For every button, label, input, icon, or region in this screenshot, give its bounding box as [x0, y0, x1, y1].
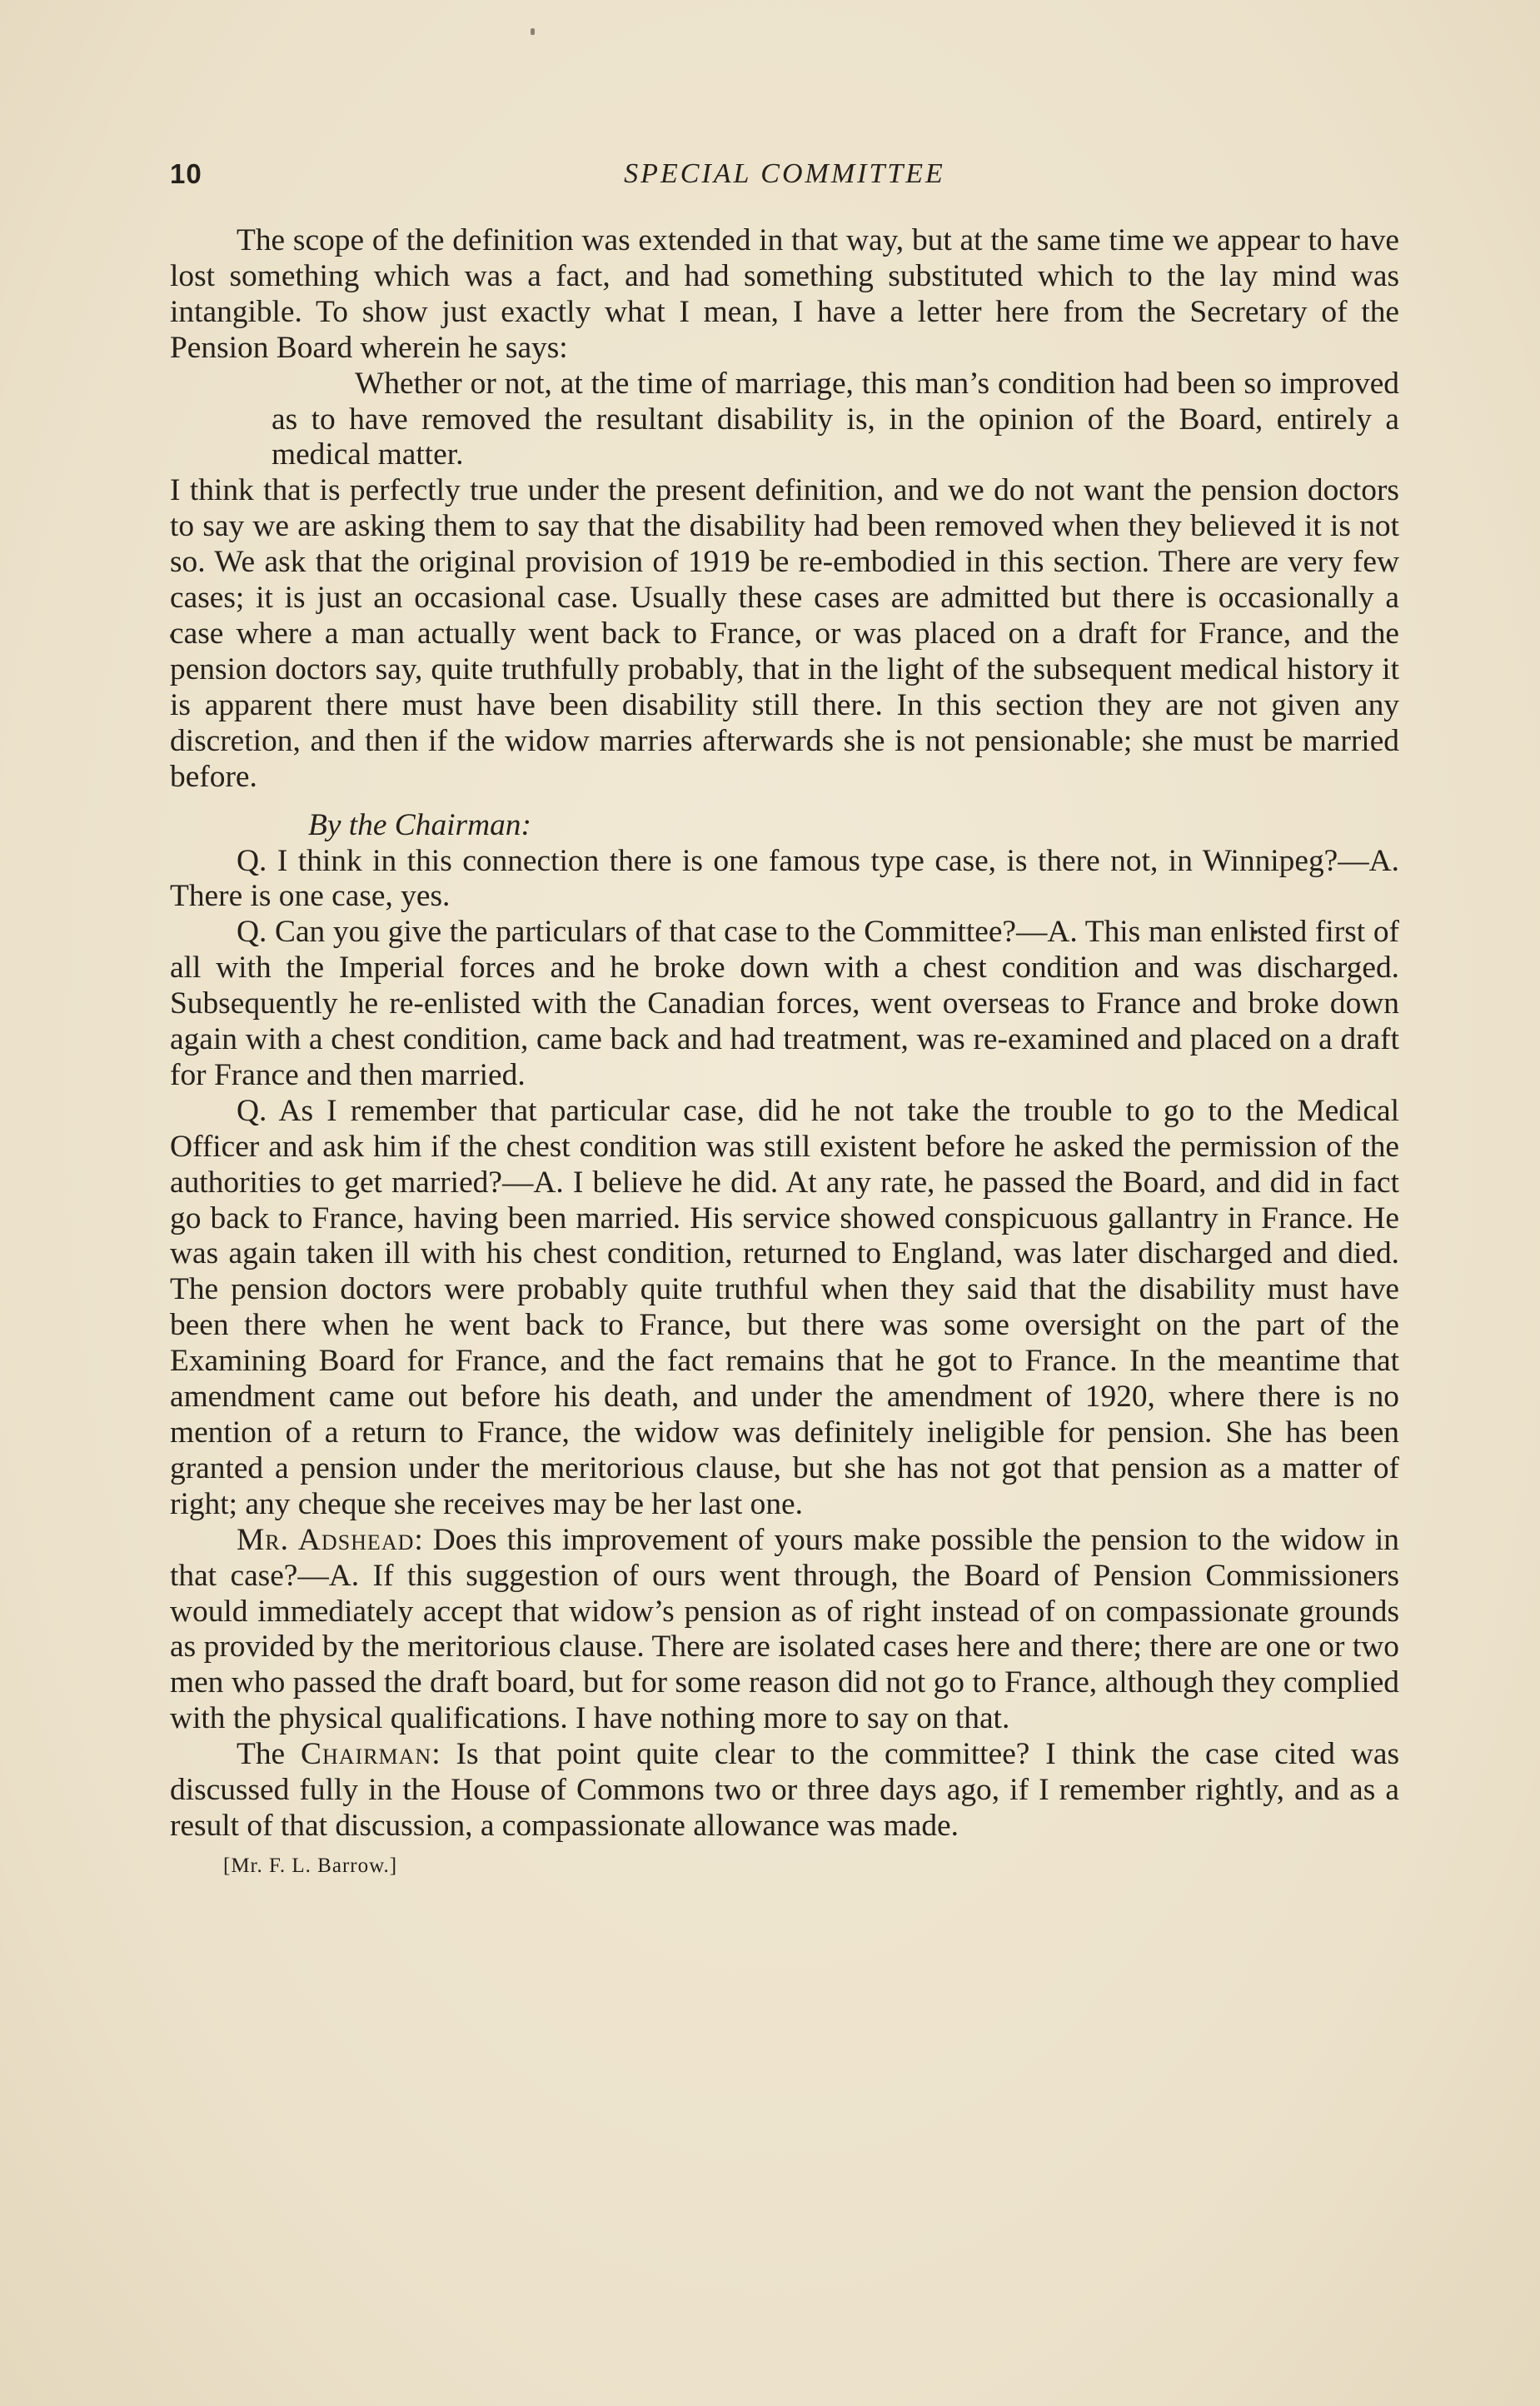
block-quote: Whether or not, at the time of marriage, this man’s condition had been so improved as to have removed the resultant disability is, in the opinion of the Board, entirely a medical matter. — [272, 366, 1399, 472]
body-text — [170, 223, 1399, 1879]
paragraph-definition: I think that is perfectly true under the present definition, and we do not want the pension doctors to say we are asking them to say that the disability had been removed when they believed it is not so. We ask that the original provision of 1919 be re-embodied in this section. There are very few cases; it is just an occasional case. Usually these cases are admitted but there is occasionally a case where a man actually went back to France, or was placed on a draft for France, and the pension doctors say, quite truthfully probably, that in the light of the subsequent medical history it is apparent there must have been disability still there. In this section they are not given any discretion, and then if the widow marries afterwards she is not pensionable; she must be married before. — [170, 473, 1399, 794]
question-winnipeg: Q. I think in this connection there is one famous type case, is there not, in Winnipeg?—A. There is one case, yes. — [170, 843, 1399, 914]
chairman-prefix: The — [237, 1737, 302, 1772]
paragraph-chairman — [170, 1737, 1399, 1844]
scan-speck — [531, 28, 535, 35]
page-number: 10 — [170, 158, 202, 189]
paragraph-adshead — [170, 1523, 1399, 1737]
question-particulars: Q. Can you give the particulars of that case to the Committee?—A. This man enlisted first of all with the Imperial forces and he broke down with a chest condition and was discharged. Subsequently he re-enlisted with the Canadian forces, went overseas to France and broke down again with a chest condition, came back and had treatment, was re-examined and placed on a draft for France and then married. — [170, 915, 1399, 1092]
witness-footnote: [Mr. F. L. Barrow.] — [223, 1854, 398, 1877]
chairman-remarks: : Is that point quite clear to the committee? I think the case cited was discussed fully in the House of Commons two or three days ago, if I remember rightly, and as a result of that discussion, a compassionate allowance was made. — [170, 1737, 1399, 1843]
speaker-adshead: Mr. Adshead — [237, 1522, 415, 1557]
question-medical-officer: Q. As I remember that particular case, did he not take the trouble to go to the Medical Officer and ask him if the chest condition was still existent before he asked the permission of the authorities to get married?—A. I believe he did. At any rate, he passed the Board, and did in fact go back to France, having been married. His service showed conspicuous gallantry in France. He was again taken ill with his chest condition, returned to England, was later discharged and died. The pension doctors were probably quite truthful when they said that the disability must have been there when he went back to France, but there was some oversight on the part of the Examining Board for France, and the fact remains that he got to France. In the meantime that amendment came out before his death, and under the amendment of 1920, where there is no mention of a return to France, the widow was definitely ineligible for pension. She has been granted a pension under the meritorious clause, but she has not got that pension as a matter of right; any cheque she receives may be her last one. — [170, 1093, 1399, 1521]
running-title: SPECIAL COMMITTEE — [624, 158, 945, 189]
paragraph-scope: The scope of the definition was extended in that way, but at the same time we appear to have lost something which was a fact, and had something substituted which to the lay mind was intangible. To show just exactly what I mean, I have a letter here from the Secretary of the Pension Board wherein he says: — [170, 223, 1399, 365]
adshead-remarks: : Does this improvement of yours make possible the pension to the widow in that case?—A. If this suggestion of ours went through, the Board of Pension Commissioners would immediately accept that widow’s pension as of right instead of on compassionate grounds as provided by the meritorious clause. There are isolated cases here and there; there are one or two men who passed the draft board, but for some reason did not go to France, although they complied with the physical qualifications. I have nothing more to say on that. — [170, 1522, 1399, 1736]
page-header — [170, 158, 1399, 198]
section-heading: By the Chairman: — [308, 807, 531, 842]
speaker-chairman: Chairman — [301, 1737, 432, 1772]
